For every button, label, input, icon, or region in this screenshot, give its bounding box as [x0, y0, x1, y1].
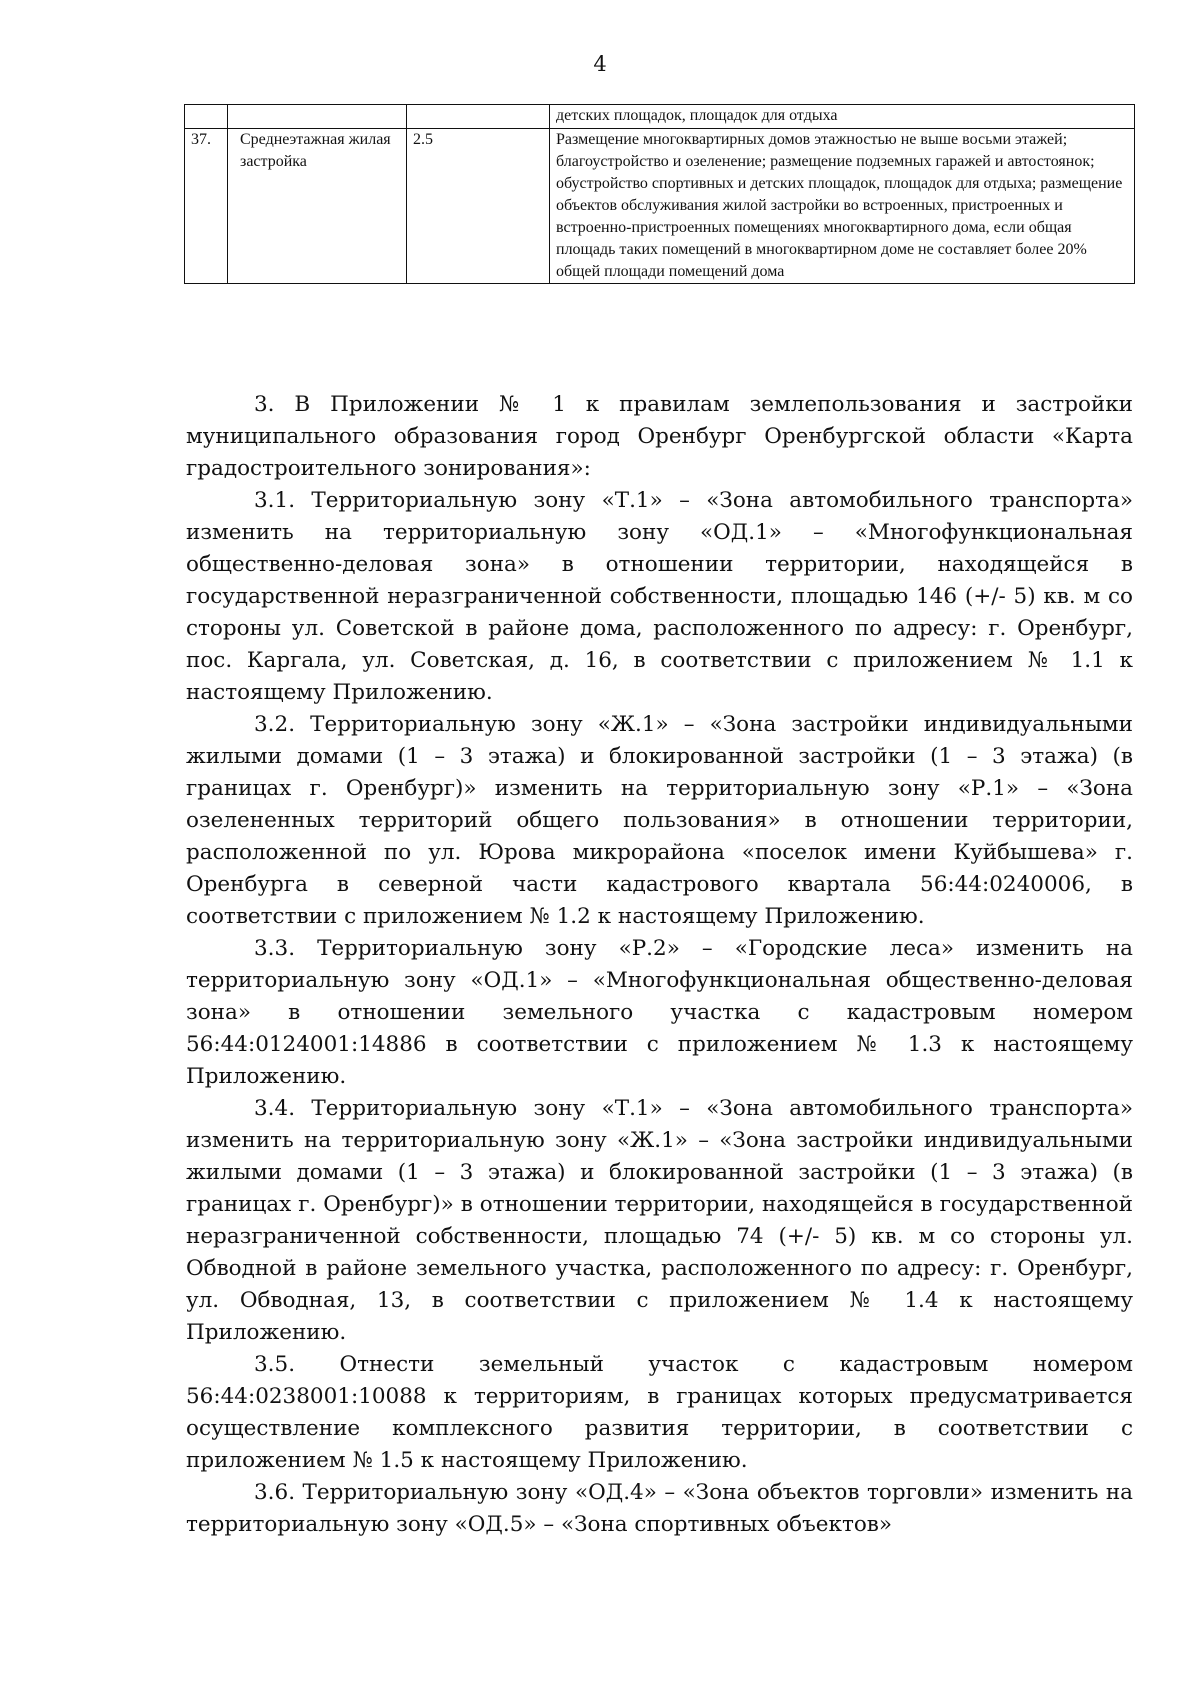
- cell-name-empty: [228, 105, 407, 129]
- page-number: 4: [593, 52, 607, 76]
- paragraph-3-3: 3.3. Территориальную зону «Р.2» – «Городские леса» изменить на территориальную зону «ОД.1» – «Многофункциональная общественно-деловая зона» в отношении земельного участка с кадастровым номером 56:44:0124001:14886 в соответствии с приложением № 1.3 к настоящему Приложению.: [186, 936, 1133, 1089]
- paragraph-3: 3. В Приложении № 1 к правилам землепользования и застройки муниципального образования город Оренбург Оренбургской области «Карта градостроительного зонирования»:: [186, 392, 1133, 481]
- cell-description: детских площадок, площадок для отдыха: [550, 105, 1135, 129]
- cell-number-empty: [185, 105, 228, 129]
- paragraph-3-6: 3.6. Территориальную зону «ОД.4» – «Зона объектов торговли» изменить на территориальную зону «ОД.5» – «Зона спортивных объектов»: [186, 1480, 1133, 1537]
- table-row-continuation: [185, 105, 1135, 129]
- paragraph-3-5: 3.5. Отнести земельный участок с кадастровым номером 56:44:0238001:10088 к территориям, в границах которых предусматривается осуществление комплексного развития территории, в соответствии с приложением № 1.5 к настоящему Приложению.: [186, 1352, 1133, 1473]
- cell-number: 37.: [185, 129, 228, 284]
- paragraph-3-2: 3.2. Территориальную зону «Ж.1» – «Зона застройки индивидуальными жилыми домами (1 – 3 этажа) и блокированной застройки (1 – 3 этажа) (в границах г. Оренбург)» изменить на территориальную зону «Р.1» – «Зона озелененных территорий общего пользования» в отношении территории, расположенной по ул. Юрова микрорайона «поселок имени Куйбышева» г. Оренбурга в северной части кадастрового квартала 56:44:0240006, в соответствии с приложением № 1.2 к настоящему Приложению.: [186, 712, 1133, 929]
- cell-name: Среднеэтажная жилая застройка: [228, 129, 407, 284]
- table-row-37: [185, 129, 1135, 284]
- paragraph-3-1: 3.1. Территориальную зону «Т.1» – «Зона автомобильного транспорта» изменить на территориальную зону «ОД.1» – «Многофункциональная общественно-деловая зона» в отношении территории, находящейся в государственной неразграниченной собственности, площадью 146 (+/- 5) кв. м со стороны ул. Советской в районе дома, расположенного по адресу: г. Оренбург, пос. Каргала, ул. Советская, д. 16, в соответствии с приложением № 1.1 к настоящему Приложению.: [186, 488, 1133, 705]
- cell-description: Размещение многоквартирных домов этажностью не выше восьми этажей; благоустройство и озеленение; размещение подземных гаражей и автостоянок; обустройство спортивных и детских площадок, площадок для отдыха; размещение объектов обслуживания жилой застройки во встроенных, пристроенных и встроенно-пристроенных помещениях многоквартирного дома, если общая площадь таких помещений в многоквартирном доме не составляет более 20% общей площади помещений дома: [550, 129, 1135, 284]
- cell-code: 2.5: [407, 129, 550, 284]
- document-body: [186, 389, 1133, 1541]
- land-use-table: [184, 104, 1135, 284]
- paragraph-3-4: 3.4. Территориальную зону «Т.1» – «Зона автомобильного транспорта» изменить на территориальную зону «Ж.1» – «Зона застройки индивидуальными жилыми домами (1 – 3 этажа) и блокированной застройки (1 – 3 этажа) (в границах г. Оренбург)» в отношении территории, находящейся в государственной неразграниченной собственности, площадью 74 (+/- 5) кв. м со стороны ул. Обводной в районе земельного участка, расположенного по адресу: г. Оренбург, ул. Обводная, 13, в соответствии с приложением № 1.4 к настоящему Приложению.: [186, 1096, 1133, 1345]
- cell-code-empty: [407, 105, 550, 129]
